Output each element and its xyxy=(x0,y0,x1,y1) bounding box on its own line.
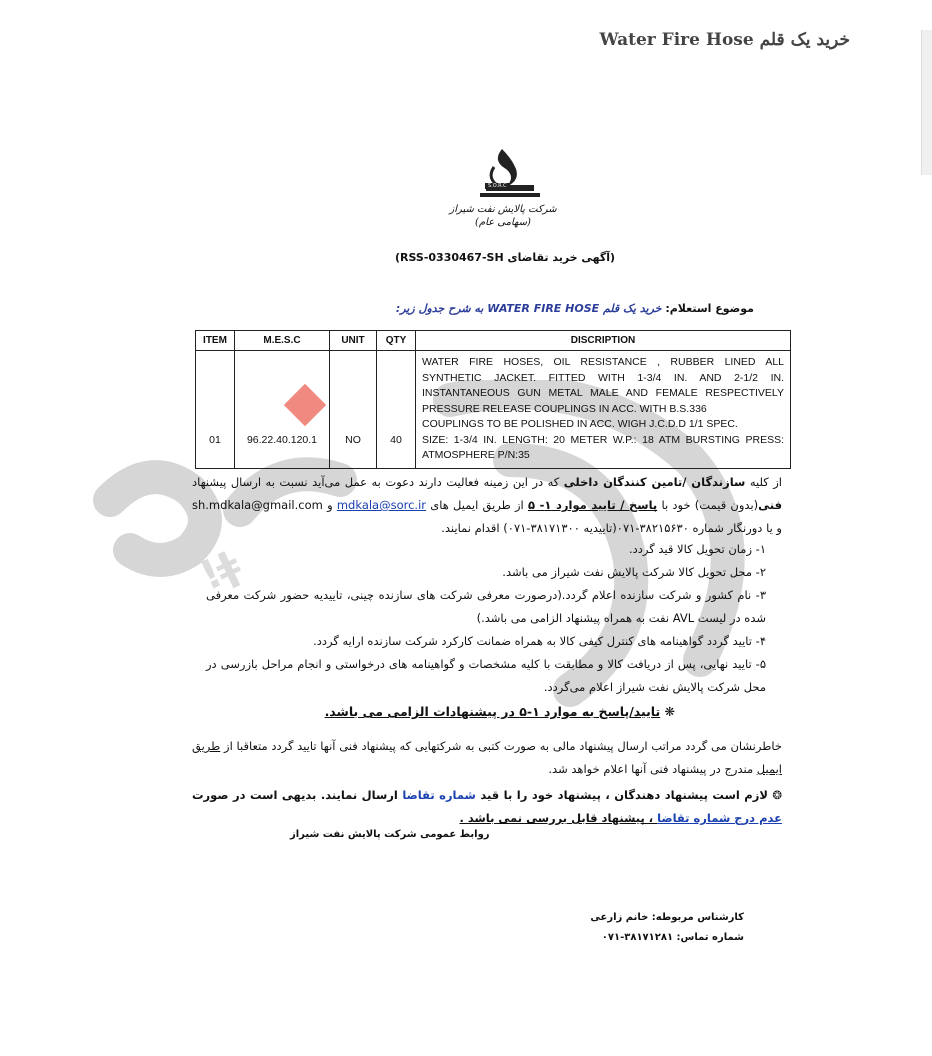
email-2: sh.mdkala@gmail.com xyxy=(192,498,323,512)
cell-description xyxy=(416,351,791,469)
bullet-icon: ❋ xyxy=(660,704,675,719)
intro-bold: فنی xyxy=(758,498,782,512)
condition-item: ۳- نام کشور و شرکت سازنده اعلام گردد.(درصورت معرفی شرکت های سازنده چینی، تاییدیه حضور شرکت معرفی شده در لیست AVL نفت به همراه پیشنهاد الزامی می باشد.) xyxy=(206,588,766,625)
conditions-list xyxy=(206,538,766,699)
intro-bold: سازندگان /تامین کنندگان داخلی xyxy=(563,475,746,489)
cell-unit: NO xyxy=(330,351,377,469)
watermark-text-1: ǃǂ xyxy=(194,541,248,600)
col-unit: UNIT xyxy=(330,331,377,351)
must-text: ارسال نمایند. بدیهی است در صورت xyxy=(192,788,403,802)
must-blue: عدم درج شماره تقاضا xyxy=(657,811,782,825)
condition-item: ۲- محل تحویل کالا شرکت پالایش نفت شیراز می باشد. xyxy=(502,565,766,579)
subject-label: موضوع استعلام: xyxy=(665,302,754,315)
condition-item: ۱- زمان تحویل کالا قید گردد. xyxy=(628,542,766,556)
intro-text: و یا دورنگار شماره ۳۸۲۱۵۶۳۰-۰۷۱(تاییدیه ۳۸۱۷۱۳۰۰-۰۷۱) اقدام نمایند. xyxy=(441,521,782,535)
page-title: خرید یک قلم Water Fire Hose xyxy=(599,30,850,50)
must-text: لازم است پیشنهاد دهندگان ، پیشنهاد خود را با قید xyxy=(475,788,768,802)
cell-item: 01 xyxy=(196,351,235,469)
logo-company-name xyxy=(448,203,558,229)
warning-underlined: طریق ایمیل xyxy=(192,739,782,776)
required-note xyxy=(324,704,675,719)
condition-item: ۴- تایید گردد گواهینامه های کنترل کیفی کالا به همراه ضمانت کارکرد شرکت سازنده ارایه گردد. xyxy=(313,634,766,648)
table-row xyxy=(196,351,791,469)
col-mesc: M.E.S.C xyxy=(235,331,330,351)
pr-footer: روابط عمومی شرکت پالایش نفت شیراز xyxy=(290,829,490,840)
contact-expert: کارشناس مربوطه: خانم زارعی xyxy=(590,912,744,923)
company-logo xyxy=(468,145,554,245)
intro-text: (بدون قیمت) خود با xyxy=(657,498,759,512)
cell-qty: 40 xyxy=(377,351,416,469)
desc-line: COUPLINGS TO BE POLISHED IN ACC. WIGH J.C.D.D 1/1 SPEC. xyxy=(422,418,738,430)
table-header-row xyxy=(196,331,791,351)
must-text: ، پیشنهاد قابل بررسی نمی باشد . xyxy=(459,811,658,825)
intro-text: و xyxy=(322,498,337,512)
intro-text: از طریق ایمیل های xyxy=(426,498,528,512)
intro-text: از کلیه xyxy=(745,475,782,489)
ad-title: (آگهی خرید تقاضای RSS-0330467-SH) xyxy=(394,251,616,264)
warning-text: خاطرنشان می گردد مراتب ارسال پیشنهاد مالی به صورت کتبی به شرکتهایی که پیشنهاد فنی آنها تایید گردد متعاقبا از xyxy=(220,739,782,753)
intro-bold: پاسخ / تایید موارد ۱- ۵ xyxy=(527,498,658,512)
condition-item: ۵- تایید نهایی، پس از دریافت کالا و مطابقت با کلیه مشخصات و گواهینامه های درخواستی و انجام مراحل بازرسی در محل شرکت پالایش نفت شیراز اعلام می‌گردد. xyxy=(206,657,766,694)
col-item: ITEM xyxy=(196,331,235,351)
logo-company-type: (سهامی عام) xyxy=(475,217,531,228)
intro-paragraph xyxy=(192,471,782,540)
col-description: DISCRIPTION xyxy=(416,331,791,351)
items-table xyxy=(195,330,791,469)
contact-phone: شماره تماس: ۳۸۱۷۱۲۸۱-۰۷۱ xyxy=(601,932,744,943)
col-qty: QTY xyxy=(377,331,416,351)
bullet-icon: ❂ xyxy=(767,788,783,802)
must-paragraph xyxy=(192,784,782,830)
subject-line xyxy=(396,302,754,315)
subject-text: خرید یک قلم WATER FIRE HOSE به شرح جدول زیر: xyxy=(395,302,662,315)
intro-text: که در این زمینه فعالیت دارند دعوت به عمل می‌آید نسبت به ارسال پیشنهاد xyxy=(192,475,564,489)
warning-text: مندرج در پیشنهاد فنی آنها اعلام خواهد شد. xyxy=(548,762,757,776)
logo-company-line: شرکت پالایش نفت شیراز xyxy=(449,204,557,215)
email-link-1[interactable]: mdkala@sorc.ir xyxy=(336,498,427,512)
cell-mesc: 96.22.40.120.1 xyxy=(235,351,330,469)
scrollbar[interactable] xyxy=(921,30,932,175)
desc-line: WATER FIRE HOSES, OIL RESISTANCE , RUBBER LINED ALL SYNTHETIC JACKET. FITTED WITH 1-3/4 IN. AND 2-1/2 IN. INSTANTANEOUS GUN METAL MALE AND FEMALE RESPECTIVELY PRESSURE RELEASE COUPLINGS IN ACC. WITH B.S.336 xyxy=(422,356,784,415)
warning-paragraph xyxy=(192,735,782,781)
must-blue: شماره تقاضا xyxy=(402,788,476,802)
desc-line: SIZE: 1-3/4 IN. LENGTH: 20 METER W.P.: 18 ATM BURSTING PRESS: ATMOSPHERE P/N:35 xyxy=(422,433,784,461)
logo-abbr: S.O.R.C xyxy=(485,183,509,189)
required-note-text: تایید/پاسخ به موارد ۱-۵ در پیشنهادات الزامی می باشد. xyxy=(324,704,661,719)
